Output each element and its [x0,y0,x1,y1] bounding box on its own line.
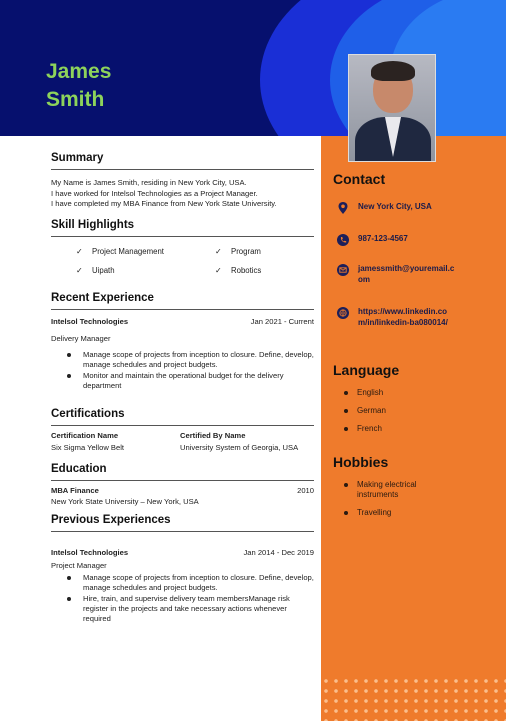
divider [51,531,314,532]
job-role: Project Manager [51,561,107,570]
recent-experience-title: Recent Experience [51,292,154,304]
skill-item: ✓ Robotics [215,266,262,275]
job-role: Delivery Manager [51,334,111,343]
previous-experience-header [51,548,314,557]
email-icon [336,263,350,277]
contact-phone [336,233,496,247]
recent-experience-header [51,317,314,326]
previous-experience-bullets [66,573,316,624]
skill-item: ✓ Project Management [76,247,164,256]
language-title: Language [333,362,400,378]
checkmark-icon: ✓ [215,247,222,256]
divider [51,309,314,310]
checkmark-icon: ✓ [76,266,83,275]
bullet-item: Hire, train, and supervise delivery team membersManage risk register in the projects and take necessary actions whenever required [66,594,316,625]
bullet-item: Monitor and maintain the operational budget for the delivery department [66,371,316,392]
contact-location [336,201,496,215]
recent-experience-bullets [66,350,316,391]
company-name: Intelsol Technologies [51,548,129,557]
phone-icon [336,233,350,247]
hobby-item: Travelling [343,508,453,518]
summary-title: Summary [51,152,104,164]
hobbies-title: Hobbies [333,454,389,470]
checkmark-icon: ✓ [215,266,222,275]
skills-title: Skill Highlights [51,219,135,231]
divider [51,169,314,170]
language-item: French [343,424,493,434]
year: 2010 [297,486,314,495]
summary-text: My Name is James Smith, residing in New York City, USA. I have worked for Intelsol Technologies as a Project Manager. I have completed my MBA Finance from New York State University. [51,178,277,208]
first-name: James [46,60,112,83]
previous-experiences-title: Previous Experiences [51,514,171,526]
cert-col1-header: Certification Name [51,431,119,440]
degree: MBA Finance [51,486,99,495]
company-name: Intelsol Technologies [51,317,129,326]
date-range: Jan 2014 - Dec 2019 [243,548,314,557]
certifications-title: Certifications [51,408,125,420]
checkmark-icon: ✓ [76,247,83,256]
cert-name: Six Sigma Yellow Belt [51,443,125,452]
contact-email[interactable] [336,263,496,285]
bullet-item: Manage scope of projects from inception to closure. Define, develop, manage schedules and project budgets. [66,350,316,371]
cert-col2-header: Certified By Name [180,431,246,440]
location-pin-icon [336,201,350,215]
divider [51,480,314,481]
dot-pattern-decoration [321,676,506,721]
language-item: German [343,406,493,416]
linkedin-text[interactable]: https://www.linkedin.com/in/linkedin-ba080014/ [358,307,448,327]
cert-issuer: University System of Georgia, USA [180,443,299,452]
hobbies-list [343,480,453,526]
skill-item: ✓ Program [215,247,261,256]
skill-item: ✓ Uipath [76,266,115,275]
school: New York State University – New York, USA [51,497,199,506]
email-text[interactable]: jamessmith@youremail.com [358,264,455,284]
last-name: Smith [46,88,105,111]
education-header [51,486,314,495]
language-item: English [343,388,493,398]
language-list [343,388,493,442]
location-text: New York City, USA [358,202,432,211]
hobby-item: Making electrical instruments [343,480,453,500]
bullet-item: Manage scope of projects from inception to closure. Define, develop, manage schedules and project budgets. [66,573,316,594]
contact-title: Contact [333,171,386,187]
divider [51,236,314,237]
candidate-name [46,58,111,114]
divider [51,425,314,426]
phone-text: 987-123-4567 [358,234,408,243]
profile-photo [348,54,436,162]
date-range: Jan 2021 - Current [250,317,314,326]
contact-linkedin[interactable] [336,306,496,328]
education-title: Education [51,463,107,475]
web-icon [336,306,350,320]
